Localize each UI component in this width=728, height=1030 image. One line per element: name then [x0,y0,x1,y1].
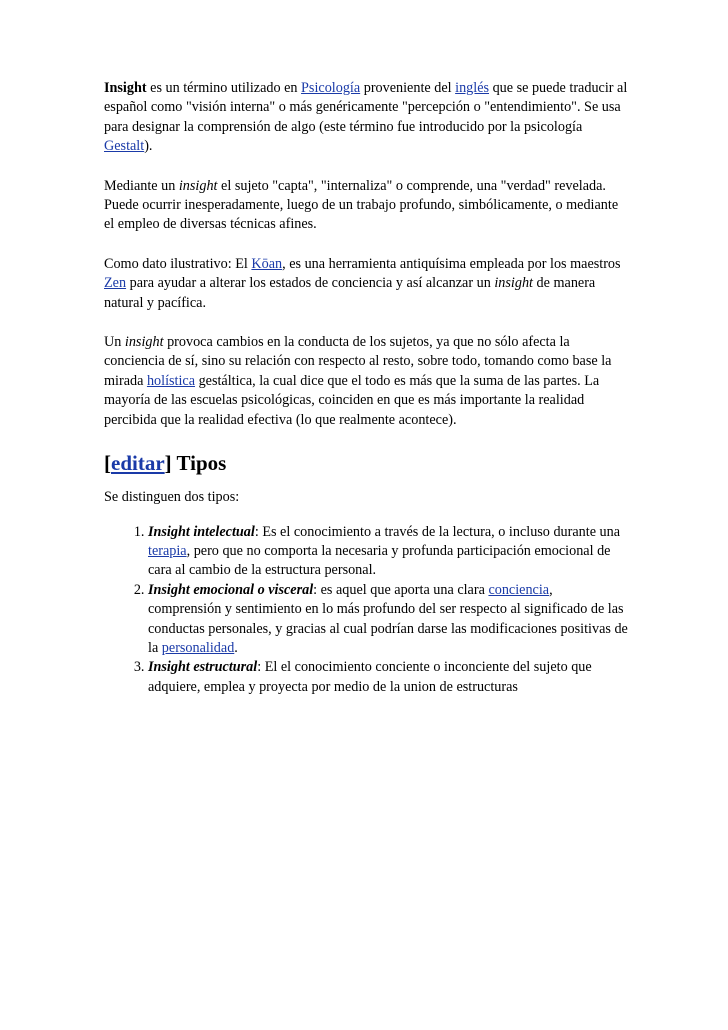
emphasis-insight: insight [494,275,533,292]
types-list [104,523,628,698]
section-heading-tipos [104,450,628,476]
link-personalidad[interactable]: personalidad [161,639,235,656]
cambios-paragraph [104,333,628,430]
link-conciencia[interactable]: conciencia [488,581,550,598]
text-run: el sujeto "capta", "internaliza" o comprende, una "verdad" revelada. Puede ocurrir inesperadamente, luego de un trabajo profundo, simbólicamente, o mediante el empleo de diversas técnicas afines. [104,177,619,233]
text-run: : El el conocimiento conciente o inconciente del sujeto que adquiere, emplea y proyecta por medio de la union de estructuras [148,659,592,695]
text-run: , es una herramienta antiquísima empleada por los maestros [282,255,621,272]
text-run: Como dato ilustrativo: El [104,255,252,272]
text-run: : Es el conocimiento a través de la lectura, o incluso durante una [254,523,621,540]
intro-paragraph [104,79,628,157]
text-run: provoca cambios en la conducta de los sujetos, ya que no sólo afecta la conciencia de sí, sino su relación con respecto al resto, sobre todo, tomando como base la mirada [104,334,612,389]
text-run: para ayudar a alterar los estados de conciencia y así alcanzar un [126,275,495,292]
capta-paragraph [104,177,628,235]
list-item-emocional [148,581,628,659]
text-run: de manera natural y pacífica. [104,275,596,311]
emphasis-insight: insight [124,334,164,351]
link-ingles[interactable]: inglés [455,80,490,96]
emphasis-insight: insight [178,177,218,194]
link-gestalt[interactable]: Gestalt [104,138,145,155]
text-run: ). [144,138,153,155]
bracket-close: ] [164,451,172,476]
link-terapia[interactable]: terapia [148,542,187,559]
text-run: : es aquel que aporta una clara [313,581,489,598]
text-run: , pero que no comporta la necesaria y profunda participación emocional de cara al cambio de la estructura personal. [148,542,611,579]
edit-section-link[interactable]: editar [111,451,165,476]
text-run: es un término utilizado en [146,80,302,96]
term-estructural: Insight estructural [148,659,258,676]
text-run: gestáltica, la cual dice que el todo es más que la suma de las partes. La mayoría de las escuelas psicológicas, coinciden en que es más importante la realidad percibida que la realidad efectiva (lo que realmente acontece). [104,372,600,428]
link-koan[interactable]: Kōan [251,255,283,272]
link-zen[interactable]: Zen [104,275,127,292]
link-holistica[interactable]: holística [146,372,196,389]
text-run: . [234,639,238,656]
section-title: Tipos [171,451,227,476]
list-item-estructural [148,658,628,697]
koan-paragraph [104,255,628,313]
text-run: que se puede traducir al español como "visión interna" o más genéricamente "percepción o "entendimiento". Se usa para designar la comprensión de algo (este término fue introducido por la psicología [104,80,628,135]
list-item-intelectual [148,523,628,581]
text-run: proveniente del [360,80,456,96]
term-insight: Insight [104,80,147,96]
term-intelectual: Insight intelectual [148,523,255,540]
link-psicologia[interactable]: Psicología [301,80,361,96]
text-run: Mediante un [104,177,179,194]
text-run: , comprensión y sentimiento en lo más profundo del ser respecto al significado de las conductas personales, y gracias al cual podrían darse las modificaciones positivas de la [148,581,628,656]
text-run: Un [104,334,125,351]
term-emocional: Insight emocional o visceral [148,581,314,598]
bracket-open: [ [104,451,111,476]
types-lead: Se distinguen dos tipos: [104,489,240,506]
